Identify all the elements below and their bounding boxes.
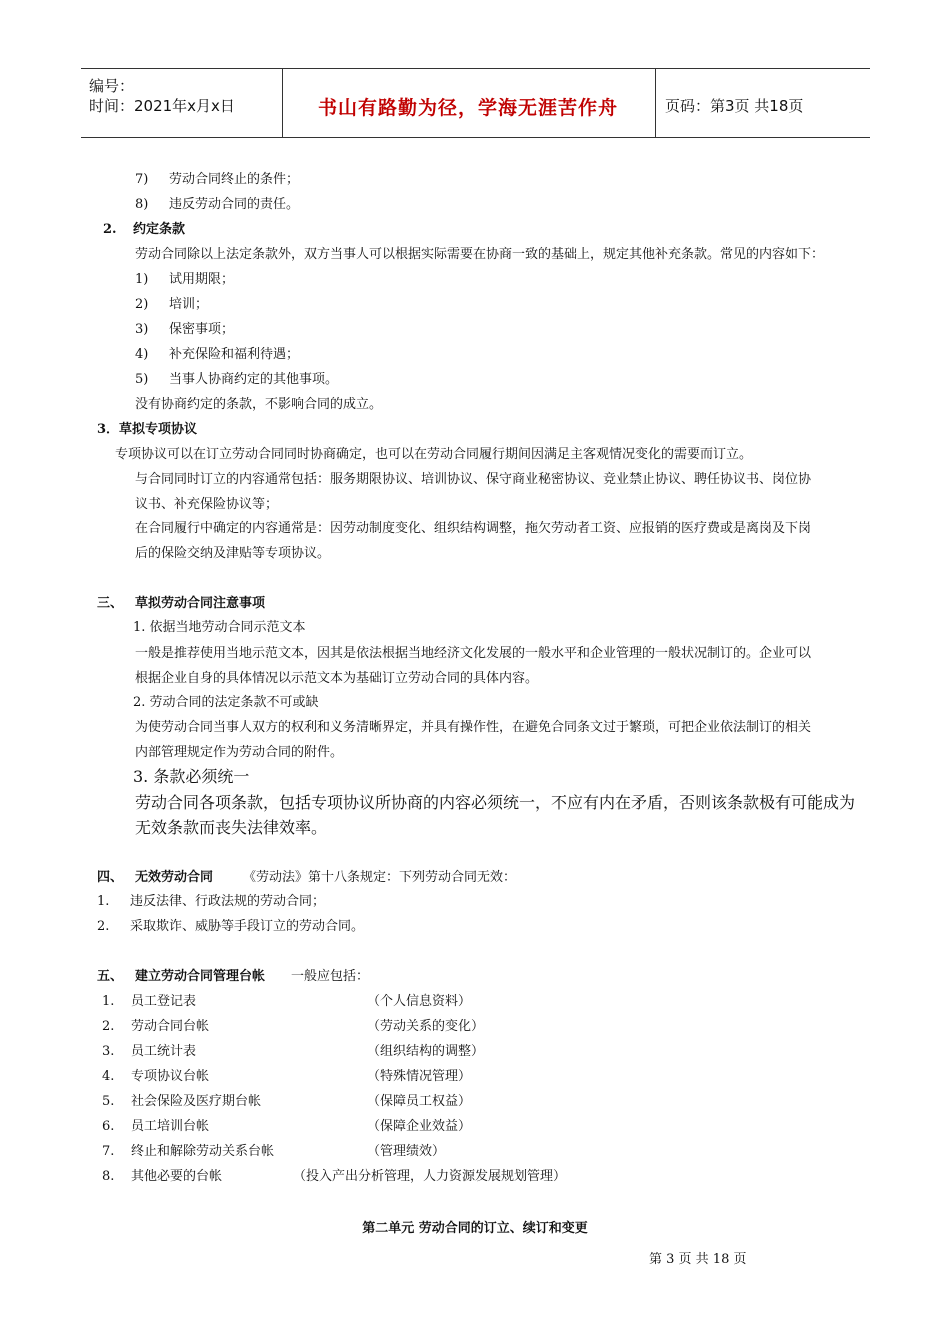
paragraph: 在合同履行中确定的内容通常是：因劳动制度变化、组织结构调整，拖欠劳动者工资、应报销的医疗费或是离岗及下岗 — [135, 521, 812, 536]
paragraph: 劳动合同各项条款，包括专项协议所协商的内容必须统一，不应有内在矛盾，否则该条款极有可能成为 — [135, 793, 856, 812]
header-number-label: 编号： — [89, 77, 135, 95]
list-item: 8) 违反劳动合同的责任。 — [135, 197, 300, 212]
table-row: 3. 员工统计表 （组织结构的调整） — [102, 1044, 485, 1059]
header-time-label: 时间：2021年x月x日 — [89, 97, 235, 115]
paragraph: 没有协商约定的条款，不影响合同的成立。 — [135, 397, 383, 412]
list-item: 7) 劳动合同终止的条件； — [135, 172, 300, 187]
part-heading: 三、 草拟劳动合同注意事项 — [97, 596, 266, 611]
list-item: 5) 当事人协商约定的其他事项。 — [135, 372, 339, 387]
paragraph: 劳动合同除以上法定条款外，双方当事人可以根据实际需要在协商一致的基础上，规定其他补充条款。常见的内容如下： — [135, 247, 825, 262]
header-motto: 书山有路勤为径，学海无涯苦作舟 — [317, 97, 618, 119]
list-item: 2) 培训； — [135, 297, 209, 312]
header-divider — [655, 69, 656, 137]
section-heading: 3．草拟专项协议 — [97, 422, 198, 437]
list-item: 1) 试用期限； — [135, 272, 235, 287]
table-row: 5. 社会保险及医疗期台帐 （保障员工权益） — [102, 1094, 472, 1109]
paragraph: 一般是推荐使用当地示范文本，因其是依法根据当地经济文化发展的一般水平和企业管理的一般状况制订的。企业可以 — [135, 646, 812, 661]
list-item: 4) 补充保险和福利待遇； — [135, 347, 300, 362]
paragraph: 专项协议可以在订立劳动合同同时协商确定，也可以在劳动合同履行期间因满足主客观情况变化的需要而订立。 — [115, 447, 753, 462]
table-row: 4. 专项协议台帐 （特殊情况管理） — [102, 1069, 472, 1084]
paragraph: 后的保险交纳及津贴等专项协议。 — [135, 546, 331, 561]
header-page-label: 页码：第3页 共18页 — [665, 97, 804, 115]
page-header — [81, 68, 870, 138]
list-item: 2. 采取欺诈、威胁等手段订立的劳动合同。 — [97, 919, 365, 934]
paragraph: 为使劳动合同当事人双方的权利和义务清晰界定，并具有操作性，在避免合同条文过于繁琐，可把企业依法制订的相关 — [135, 720, 812, 735]
table-row: 1. 员工登记表 （个人信息资料） — [102, 994, 472, 1009]
unit-title: 第二单元 劳动合同的订立、续订和变更 — [362, 1221, 588, 1236]
page-number: 第 3 页 共 18 页 — [649, 1252, 747, 1267]
list-item: 1. 违反法律、行政法规的劳动合同； — [97, 894, 326, 909]
paragraph: 无效条款而丧失法律效率。 — [135, 818, 328, 837]
paragraph: 与合同同时订立的内容通常包括：服务期限协议、培训协议、保守商业秘密协议、竞业禁止协议、聘任协议书、岗位协 — [135, 472, 812, 487]
table-row: 2. 劳动合同台帐 （劳动关系的变化） — [102, 1019, 485, 1034]
table-row: 8. 其他必要的台帐 （投入产出分析管理，人力资源发展规划管理） — [102, 1169, 567, 1184]
part-heading: 五、 建立劳动合同管理台帐 一般应包括： — [97, 969, 370, 984]
paragraph: 议书、补充保险协议等； — [135, 497, 279, 512]
part-heading: 四、 无效劳动合同 《劳动法》第十八条规定：下列劳动合同无效： — [97, 870, 517, 885]
table-row: 7. 终止和解除劳动关系台帐 （管理绩效） — [102, 1144, 446, 1159]
list-item: 3) 保密事项； — [135, 322, 235, 337]
subheading: 2. 劳动合同的法定条款不可或缺 — [133, 695, 319, 710]
subheading: 3. 条款必须统一 — [133, 767, 250, 786]
table-row: 6. 员工培训台帐 （保障企业效益） — [102, 1119, 472, 1134]
section-heading: 2. 约定条款 — [103, 222, 186, 237]
subheading: 1. 依据当地劳动合同示范文本 — [133, 620, 306, 635]
paragraph: 内部管理规定作为劳动合同的附件。 — [135, 745, 344, 760]
paragraph: 根据企业自身的具体情况以示范文本为基础订立劳动合同的具体内容。 — [135, 671, 539, 686]
